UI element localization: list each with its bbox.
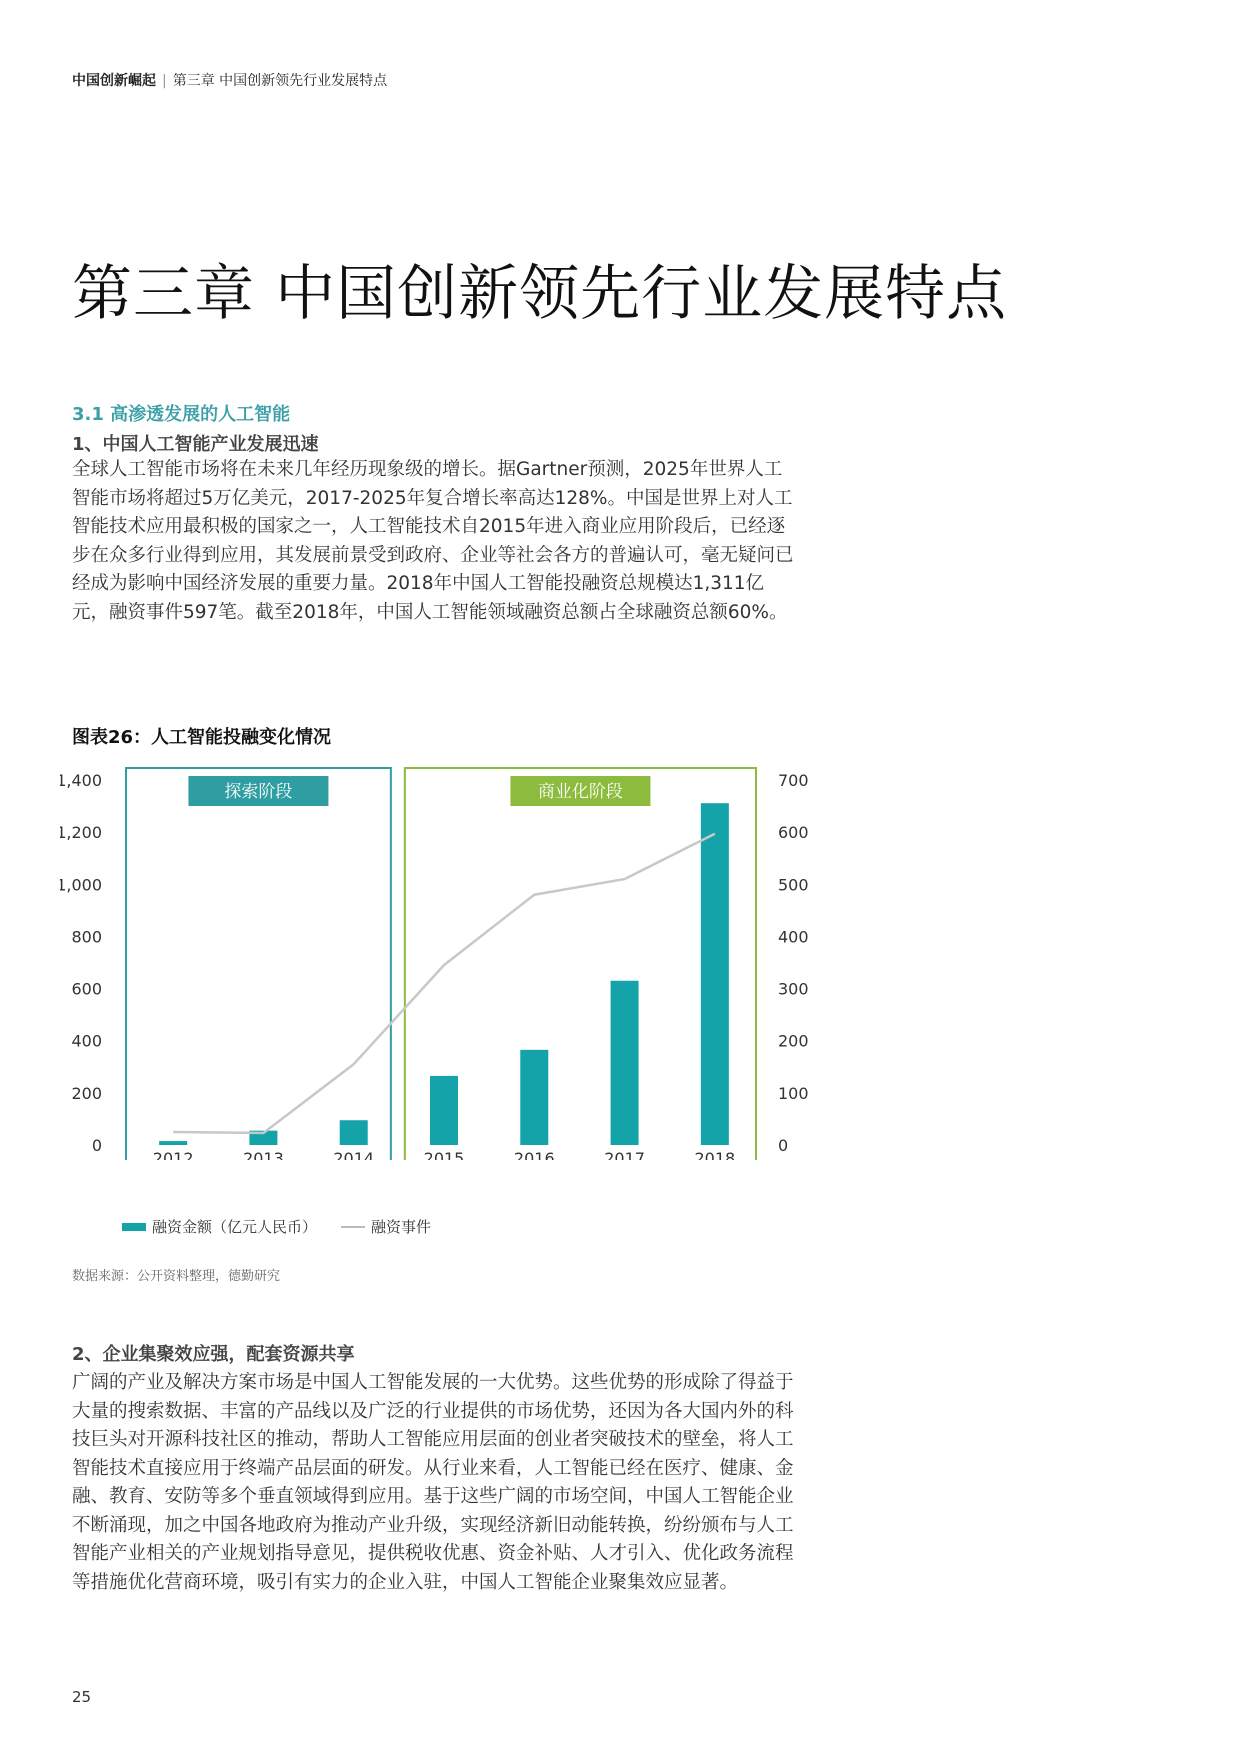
right-tick-label: 0 (778, 1136, 789, 1155)
phase-label-1: 探索阶段 (224, 782, 293, 802)
phase-label-2: 商业化阶段 (537, 782, 623, 802)
x-label-2014: 2014 (333, 1149, 375, 1160)
x-label-2012: 2012 (152, 1149, 194, 1160)
x-axis-labels (153, 1149, 735, 1160)
subsection-2-title: 2、企业集聚效应强，配套资源共享 (72, 1344, 355, 1365)
right-tick-label: 500 (778, 875, 809, 895)
left-tick-label: 0 (91, 1136, 102, 1155)
left-axis-ticks (60, 771, 102, 1155)
bar-2018 (701, 803, 729, 1145)
chart-legend (122, 1216, 431, 1237)
x-label-2016: 2016 (513, 1149, 555, 1160)
subsection-1-title: 1、中国人工智能产业发展迅速 (72, 434, 319, 455)
header-brand: 中国创新崛起 (72, 73, 156, 89)
x-label-2017: 2017 (604, 1149, 645, 1160)
figure-source: 数据来源：公开资料整理，德勤研究 (72, 1269, 281, 1284)
right-tick-label: 300 (778, 979, 809, 999)
subsection-2-paragraph: 广阔的产业及解决方案市场是中国人工智能发展的一大优势。这些优势的形成除了得益于大量的搜索数据、丰富的产品线以及广泛的行业提供的市场优势，还因为各大国内外的科技巨头对开源科技社区的推动，帮助人工智能应用层面的创业者突破技术的壁垒，将人工智能技术直接应用于终端产品层面的研发。从行业来看，人工智能已经在医疗、健康、金融、教育、安防等多个垂直领域得到应用。基于这些广阔的市场空间，中国人工智能企业不断涌现，加之中国各地政府为推动产业升级，实现经济新旧动能转换，纷纷颁布与人工智能产业相关的产业规划指导意见，提供税收优惠、资金补贴、人才引入、优化政务流程等措施优化营商环境，吸引有实力的企业入驻，中国人工智能企业聚集效应显著。 (72, 1372, 794, 1593)
right-tick-label: 100 (778, 1083, 809, 1103)
right-tick-label: 600 (778, 823, 809, 843)
legend-bar-label: 融资金额（亿元人民币） (152, 1218, 318, 1236)
right-tick-label: 400 (778, 927, 809, 947)
page-number: 25 (72, 1688, 92, 1706)
legend-bar-swatch (122, 1223, 146, 1231)
left-tick-label: 800 (71, 927, 102, 947)
phase-box-1 (126, 768, 391, 1160)
x-label-2015: 2015 (423, 1149, 465, 1160)
right-tick-label: 700 (778, 771, 809, 790)
chart-svg (60, 760, 820, 1160)
x-label-2018: 2018 (694, 1149, 736, 1160)
subsection-1-paragraph: 全球人工智能市场将在未来几年经历现象级的增长。据Gartner预测，2025年世界人工智能市场将超过5万亿美元，2017-2025年复合增长率高达128%。中国是世界上对人工智能技术应用最积极的国家之一，人工智能技术自2015年进入商业应用阶段后，已经逐步在众多行业得到应用，其发展前景受到政府、企业等社会各方的普遍认可，毫无疑问已经成为影响中国经济发展的重要力量。2018年中国人工智能投融资总规模达1,311亿元，融资事件597笔。截至2018年，中国人工智能领域融资总额占全球融资总额60%。 (72, 459, 794, 623)
left-tick-label: 1,400 (60, 771, 102, 790)
figure-title: 图表26：人工智能投融变化情况 (72, 727, 332, 748)
bar-2017 (611, 981, 639, 1145)
x-label-2013: 2013 (243, 1149, 284, 1160)
chapter-title: 第三章 中国创新领先行业发展特点 (72, 259, 1008, 329)
right-tick-label: 200 (778, 1031, 809, 1051)
left-tick-label: 200 (71, 1083, 102, 1103)
running-header (72, 70, 387, 90)
bar-series (159, 803, 729, 1145)
bar-2015 (430, 1076, 458, 1145)
section-title: 3.1 高渗透发展的人工智能 (72, 404, 291, 425)
left-tick-label: 600 (71, 979, 102, 999)
legend-line-label: 融资事件 (371, 1218, 432, 1236)
left-tick-label: 1,200 (60, 823, 102, 843)
bar-2014 (340, 1120, 368, 1145)
header-chapter: 第三章 中国创新领先行业发展特点 (172, 73, 388, 89)
right-axis-ticks (778, 771, 809, 1155)
left-tick-label: 400 (71, 1031, 102, 1051)
legend-line-swatch (341, 1226, 365, 1228)
header-separator: | (162, 73, 167, 89)
bar-2012 (159, 1141, 187, 1145)
bar-2016 (520, 1050, 548, 1145)
ai-investment-chart (60, 760, 820, 1160)
left-tick-label: 1,000 (60, 875, 102, 895)
